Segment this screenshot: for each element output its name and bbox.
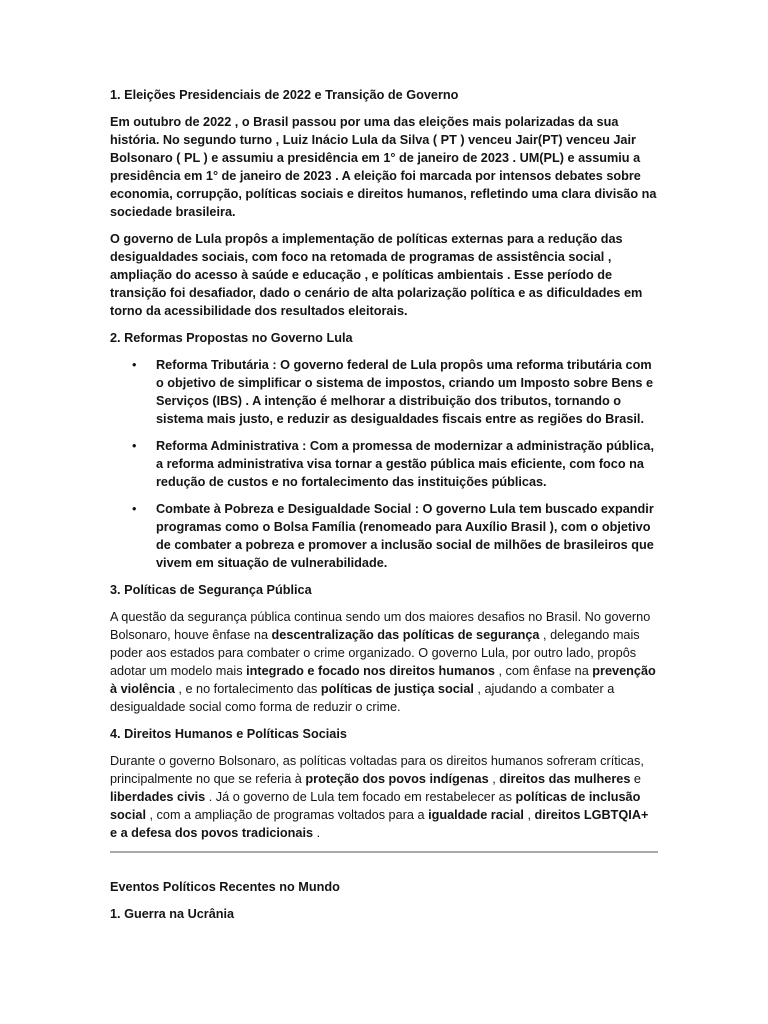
bold-run: direitos LGBTQIA+ e a defesa dos povos tradicionais [110, 808, 649, 840]
horizontal-divider [110, 851, 658, 853]
section1-paragraph-1: Em outubro de 2022 , o Brasil passou por uma das eleições mais polarizadas da sua história. No segundo turno , Luiz Inácio Lula da Silva ( PT ) venceu Jair(PT) venceu Jair Bolsonaro ( PL ) e assumiu a presidência em 1° de janeiro de 2023 . UM(PL) e assumiu a presidência em 1° de janeiro de 2023 . A eleição foi marcada por intensos debates sobre economia, corrupção, políticas sociais e direitos humanos, refletindo uma clara divisão na sociedade brasileira. [110, 115, 657, 219]
bold-run: direitos das mulheres [499, 772, 631, 786]
section5-subheading: 1. Guerra na Ucrânia [110, 907, 235, 921]
list-item-text: Combate à Pobreza e Desigualdade Social : O governo Lula tem buscado expandir programas como o Bolsa Família (renomeado para Auxílio Brasil ), com o objetivo de combater a pobreza e promover a inclusão social de milhões de brasileiros que vivem em situação de vulnerabilidade. [156, 502, 654, 570]
bold-run: políticas de inclusão social [110, 790, 641, 822]
list-item [110, 437, 658, 491]
list-item [110, 356, 658, 428]
text-run: , delegando mais poder aos estados para combater o crime organizado. O governo Lula, por outro lado, propôs adotar um modelo mais [110, 628, 640, 678]
section1-paragraph-2: O governo de Lula propôs a implementação de políticas externas para a redução das desigualdades sociais, com foco na retomada de programas de assistência social , ampliação do acesso à saúde e educação , e políticas ambientais . Esse período de transição foi desafiador, dado o cenário de alta polarização política e as dificuldades em torno da acessibilidade dos resultados eleitorais. [110, 232, 643, 318]
text-run: , com a ampliação de programas voltados para a [145, 808, 429, 822]
text-run: . Já o governo de Lula tem focado em restabelecer as [205, 790, 516, 804]
bold-run: descentralização das políticas de segurança [271, 628, 540, 642]
text-run: , e no fortalecimento das [174, 682, 321, 696]
text-run: . [313, 826, 321, 840]
text-run: , [523, 808, 535, 822]
bold-run: igualdade racial [428, 808, 524, 822]
bold-run: prevenção à violência [110, 664, 656, 696]
list-item [110, 500, 658, 572]
text-run: A questão da segurança pública continua sendo um dos maiores desafios no Brasil. No governo Bolsonaro, houve ênfase na [110, 610, 651, 642]
section3-paragraph [110, 608, 658, 716]
section2-heading: 2. Reformas Propostas no Governo Lula [110, 331, 353, 345]
section3-heading: 3. Políticas de Segurança Pública [110, 583, 312, 597]
bold-run: integrado e focado nos direitos humanos [246, 664, 495, 678]
bold-run: políticas de justiça social [320, 682, 474, 696]
bullet-icon: • [132, 358, 137, 372]
text-run: , ajudando a combater a desigualdade social como forma de reduzir o crime. [110, 682, 615, 714]
reforms-list [110, 356, 658, 572]
section4-heading: 4. Direitos Humanos e Políticas Sociais [110, 727, 347, 741]
section4-paragraph [110, 752, 658, 842]
list-item-text: Reforma Administrativa : Com a promessa de modernizar a administração pública, a reforma administrativa visa tornar a gestão pública mais eficiente, com foco na redução de custos e no fortalecimento das instituições públicas. [156, 439, 655, 489]
section5-heading: Eventos Políticos Recentes no Mundo [110, 880, 340, 894]
bold-run: proteção dos povos indígenas [305, 772, 489, 786]
bullet-icon: • [132, 502, 137, 516]
list-item-text: Reforma Tributária : O governo federal de Lula propôs uma reforma tributária com o objetivo de simplificar o sistema de impostos, criando um Imposto sobre Bens e Serviços (IBS) . A intenção é melhorar a distribuição dos tributos, tornando o sistema mais justo, e reduzir as desigualdades fiscais entre as regiões do Brasil. [156, 358, 654, 426]
text-run: e [630, 772, 641, 786]
text-run: , com ênfase na [494, 664, 593, 678]
text-run: , [488, 772, 500, 786]
bullet-icon: • [132, 439, 137, 453]
bold-run: liberdades civis [110, 790, 206, 804]
text-run: Durante o governo Bolsonaro, as políticas voltadas para os direitos humanos sofreram críticas, principalmente no que se referia à [110, 754, 644, 786]
section1-heading: 1. Eleições Presidenciais de 2022 e Transição de Governo [110, 88, 459, 102]
